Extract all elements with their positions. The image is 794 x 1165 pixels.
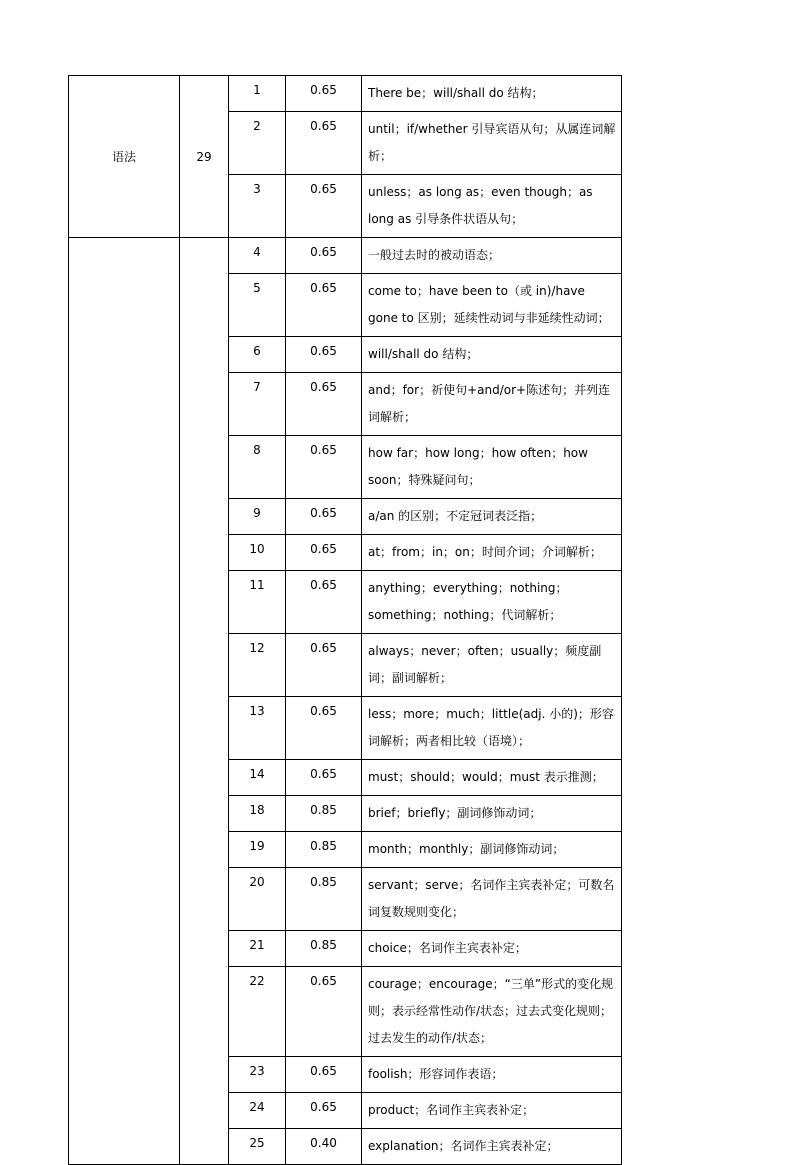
question-number: 22: [229, 967, 286, 1057]
total-points-cell: 29: [180, 76, 229, 238]
question-score: 0.65: [286, 697, 362, 760]
question-number: 9: [229, 499, 286, 535]
question-description: and；for；祈使句+and/or+陈述句；并列连词解析；: [362, 373, 622, 436]
category-cell: 语法: [69, 76, 180, 238]
question-number: 18: [229, 796, 286, 832]
question-score: 0.85: [286, 931, 362, 967]
table-body: [69, 76, 622, 1165]
question-score: 0.65: [286, 175, 362, 238]
question-score: 0.65: [286, 274, 362, 337]
question-number: 7: [229, 373, 286, 436]
question-score: 0.65: [286, 499, 362, 535]
question-number: 23: [229, 1057, 286, 1093]
question-description: courage；encourage；“三单”形式的变化规则；表示经常性动作/状态；过去式变化规则；过去发生的动作/状态；: [362, 967, 622, 1057]
grammar-score-table: [68, 75, 622, 1165]
question-description: month；monthly；副词修饰动词；: [362, 832, 622, 868]
question-description: until；if/whether 引导宾语从句；从属连词解析；: [362, 112, 622, 175]
question-score: 0.65: [286, 1093, 362, 1129]
question-score: 0.65: [286, 634, 362, 697]
question-score: 0.65: [286, 337, 362, 373]
question-number: 2: [229, 112, 286, 175]
total-cell-continued: [180, 238, 229, 1165]
question-score: 0.65: [286, 535, 362, 571]
question-description: There be；will/shall do 结构；: [362, 76, 622, 112]
question-score: 0.65: [286, 76, 362, 112]
question-score: 0.65: [286, 571, 362, 634]
question-number: 8: [229, 436, 286, 499]
question-description: how far；how long；how often；how soon；特殊疑问句；: [362, 436, 622, 499]
question-number: 4: [229, 238, 286, 274]
table-row: [69, 238, 622, 274]
question-number: 12: [229, 634, 286, 697]
question-description: a/an 的区别；不定冠词表泛指；: [362, 499, 622, 535]
category-cell-continued: [69, 238, 180, 1165]
question-score: 0.65: [286, 760, 362, 796]
table-row: [69, 76, 622, 112]
question-description: must；should；would；must 表示推测；: [362, 760, 622, 796]
question-number: 14: [229, 760, 286, 796]
question-description: always；never；often；usually；频度副词；副词解析；: [362, 634, 622, 697]
question-description: at；from；in；on；时间介词；介词解析；: [362, 535, 622, 571]
question-score: 0.85: [286, 832, 362, 868]
question-description: foolish；形容词作表语；: [362, 1057, 622, 1093]
question-score: 0.65: [286, 967, 362, 1057]
question-number: 6: [229, 337, 286, 373]
question-number: 13: [229, 697, 286, 760]
question-number: 11: [229, 571, 286, 634]
question-description: explanation；名词作主宾表补定；: [362, 1129, 622, 1165]
question-score: 0.85: [286, 796, 362, 832]
question-score: 0.85: [286, 868, 362, 931]
question-number: 21: [229, 931, 286, 967]
question-number: 1: [229, 76, 286, 112]
question-number: 19: [229, 832, 286, 868]
question-description: unless；as long as；even though；as long as 引导条件状语从句；: [362, 175, 622, 238]
question-description: choice；名词作主宾表补定；: [362, 931, 622, 967]
question-number: 24: [229, 1093, 286, 1129]
question-number: 5: [229, 274, 286, 337]
question-description: servant；serve；名词作主宾表补定；可数名词复数规则变化；: [362, 868, 622, 931]
question-description: will/shall do 结构；: [362, 337, 622, 373]
question-description: anything；everything；nothing；something；nothing；代词解析；: [362, 571, 622, 634]
question-description: come to；have been to（或 in)/have gone to 区别；延续性动词与非延续性动词；: [362, 274, 622, 337]
question-number: 20: [229, 868, 286, 931]
question-description: product；名词作主宾表补定；: [362, 1093, 622, 1129]
question-number: 10: [229, 535, 286, 571]
question-description: brief；briefly；副词修饰动词；: [362, 796, 622, 832]
question-description: less；more；much；little(adj. 小的)；形容词解析；两者相比较（语境）；: [362, 697, 622, 760]
question-score: 0.65: [286, 373, 362, 436]
question-number: 25: [229, 1129, 286, 1165]
question-score: 0.65: [286, 436, 362, 499]
question-score: 0.65: [286, 238, 362, 274]
question-number: 3: [229, 175, 286, 238]
question-score: 0.40: [286, 1129, 362, 1165]
question-score: 0.65: [286, 1057, 362, 1093]
question-score: 0.65: [286, 112, 362, 175]
question-description: 一般过去时的被动语态；: [362, 238, 622, 274]
